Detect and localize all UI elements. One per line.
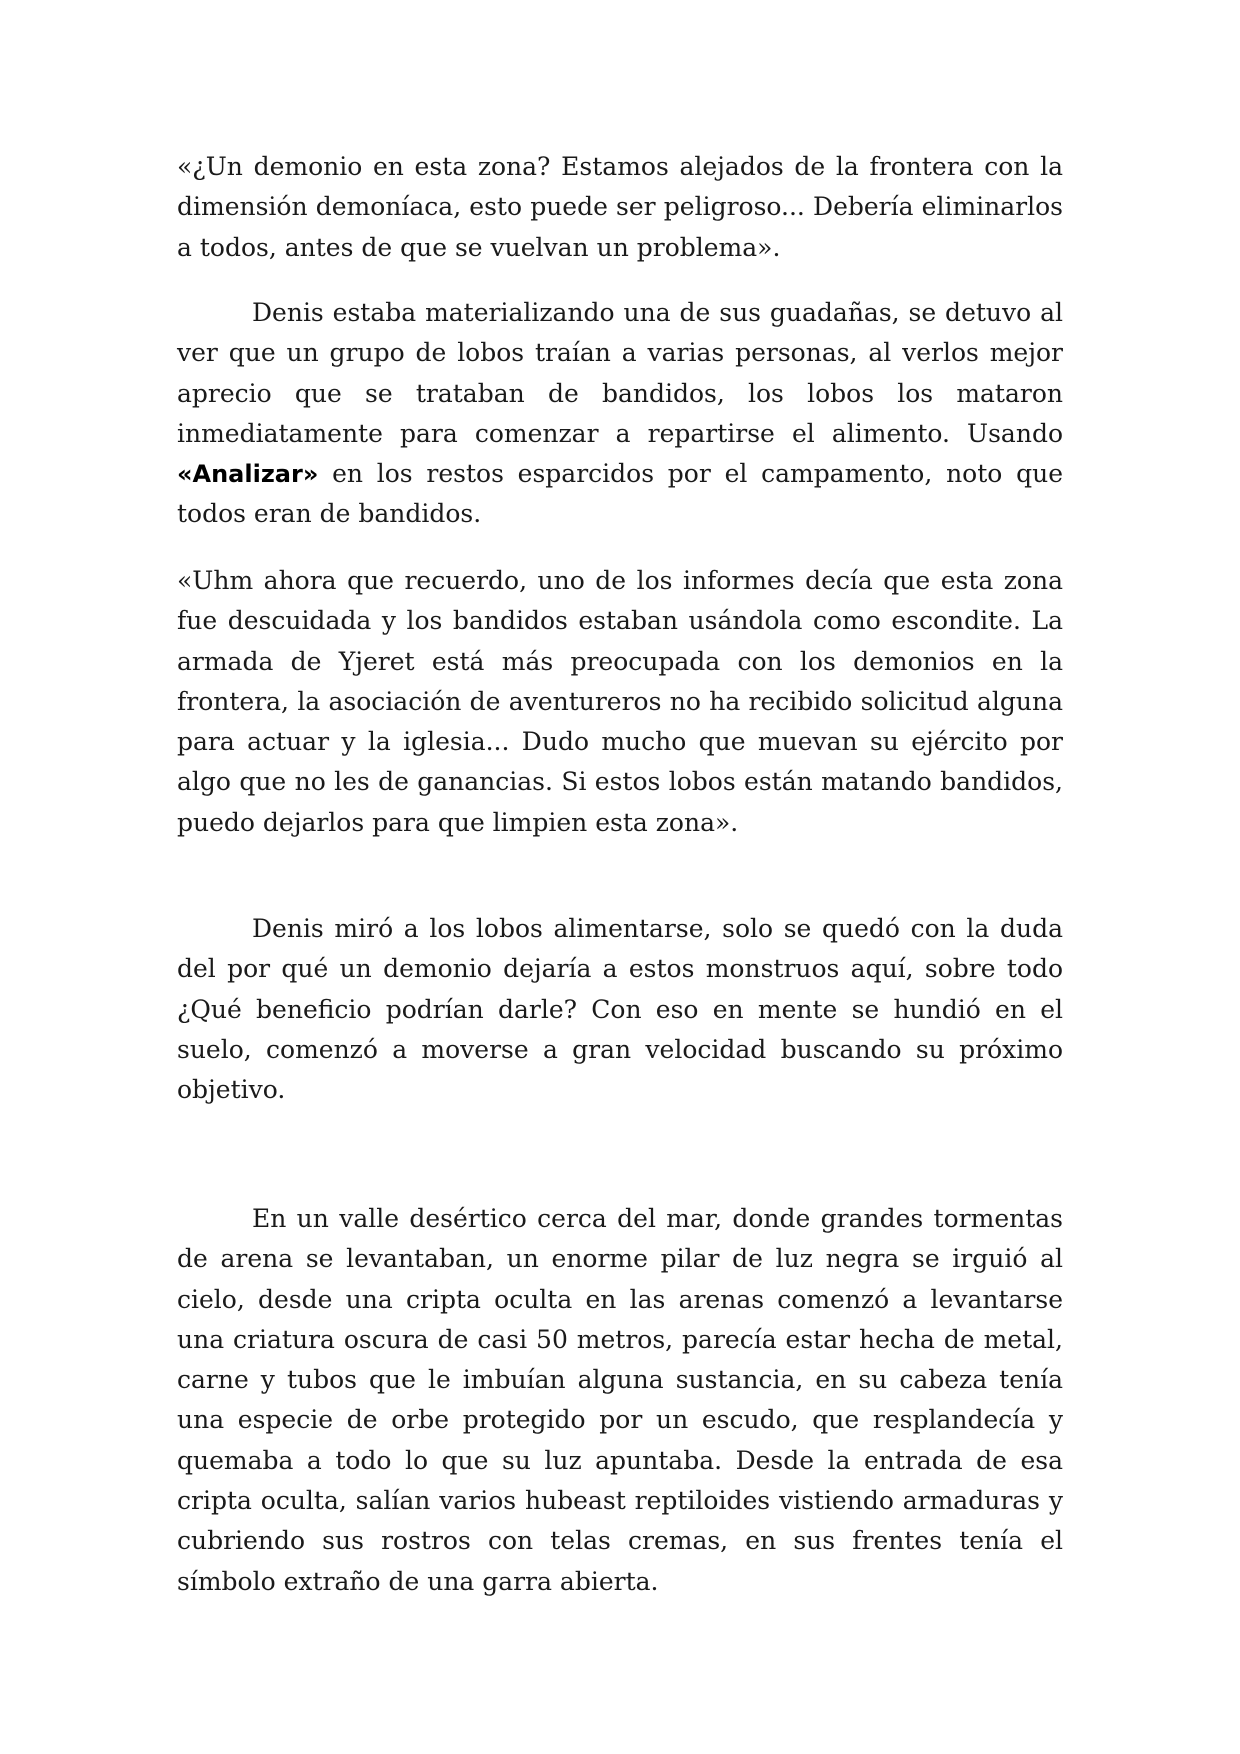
paragraph-desert-valley: En un valle desértico cerca del mar, donde grandes tormentas de arena se levantaban, un enorme pilar de luz negra se irguió al cielo, desde una cripta oculta en las arenas comenzó a levantarse una criatura oscura de casi 50 metros, parecía estar hecha de metal, carne y tubos que le imbuían alguna sustancia, en su cabeza tenía una especie de orbe protegido por un escudo, que resplandecía y quemaba a todo lo que su luz apuntaba. Desde la entrada de esa cripta oculta, salían varios hubeast reptiloides vistiendo armaduras y cubriendo sus rostros con telas cremas, en sus frentes tenía el símbolo extraño de una garra abierta. (177, 1204, 1063, 1596)
paragraph-denis-wolves: Denis miró a los lobos alimentarse, solo se quedó con la duda del por qué un demonio dejaría a estos monstruos aquí, sobre todo ¿Qué beneficio podrían darle? Con eso en mente se hundió en el suelo, comenzó a moverse a gran velocidad buscando su próximo objetivo. (177, 914, 1063, 1105)
paragraph-thought-reports: «Uhm ahora que recuerdo, uno de los informes decía que esta zona fue descuidada y los bandidos estaban usándola como escondite. La armada de Yjeret está más preocupada con los demonios en la frontera, la asociación de aventureros no ha recibido solicitud alguna para actuar y la iglesia... Dudo mucho que muevan su ejército por algo que no les de ganancias. Si estos lobos están matando bandidos, puedo dejarlos para que limpien esta zona». (177, 566, 1063, 837)
paragraph-thought-demon: «¿Un demonio en esta zona? Estamos alejados de la frontera con la dimensión demoníaca, esto puede ser peligroso... Debería eliminarlos a todos, antes de que se vuelvan un problema». (177, 152, 1063, 262)
paragraph-text-after-skill: en los restos esparcidos por el campamento, noto que todos eran de bandidos. (177, 459, 1063, 529)
paragraph-denis-scythe (177, 293, 1063, 535)
paragraph-text-before-skill: Denis estaba materializando una de sus guadañas, se detuvo al ver que un grupo de lobos traían a varias personas, al verlos mejor aprecio que se trataban de bandidos, los lobos los mataron inmediatamente para comenzar a repartirse el alimento. Usando (177, 298, 1063, 448)
skill-name-analizar: «Analizar» (177, 460, 319, 489)
